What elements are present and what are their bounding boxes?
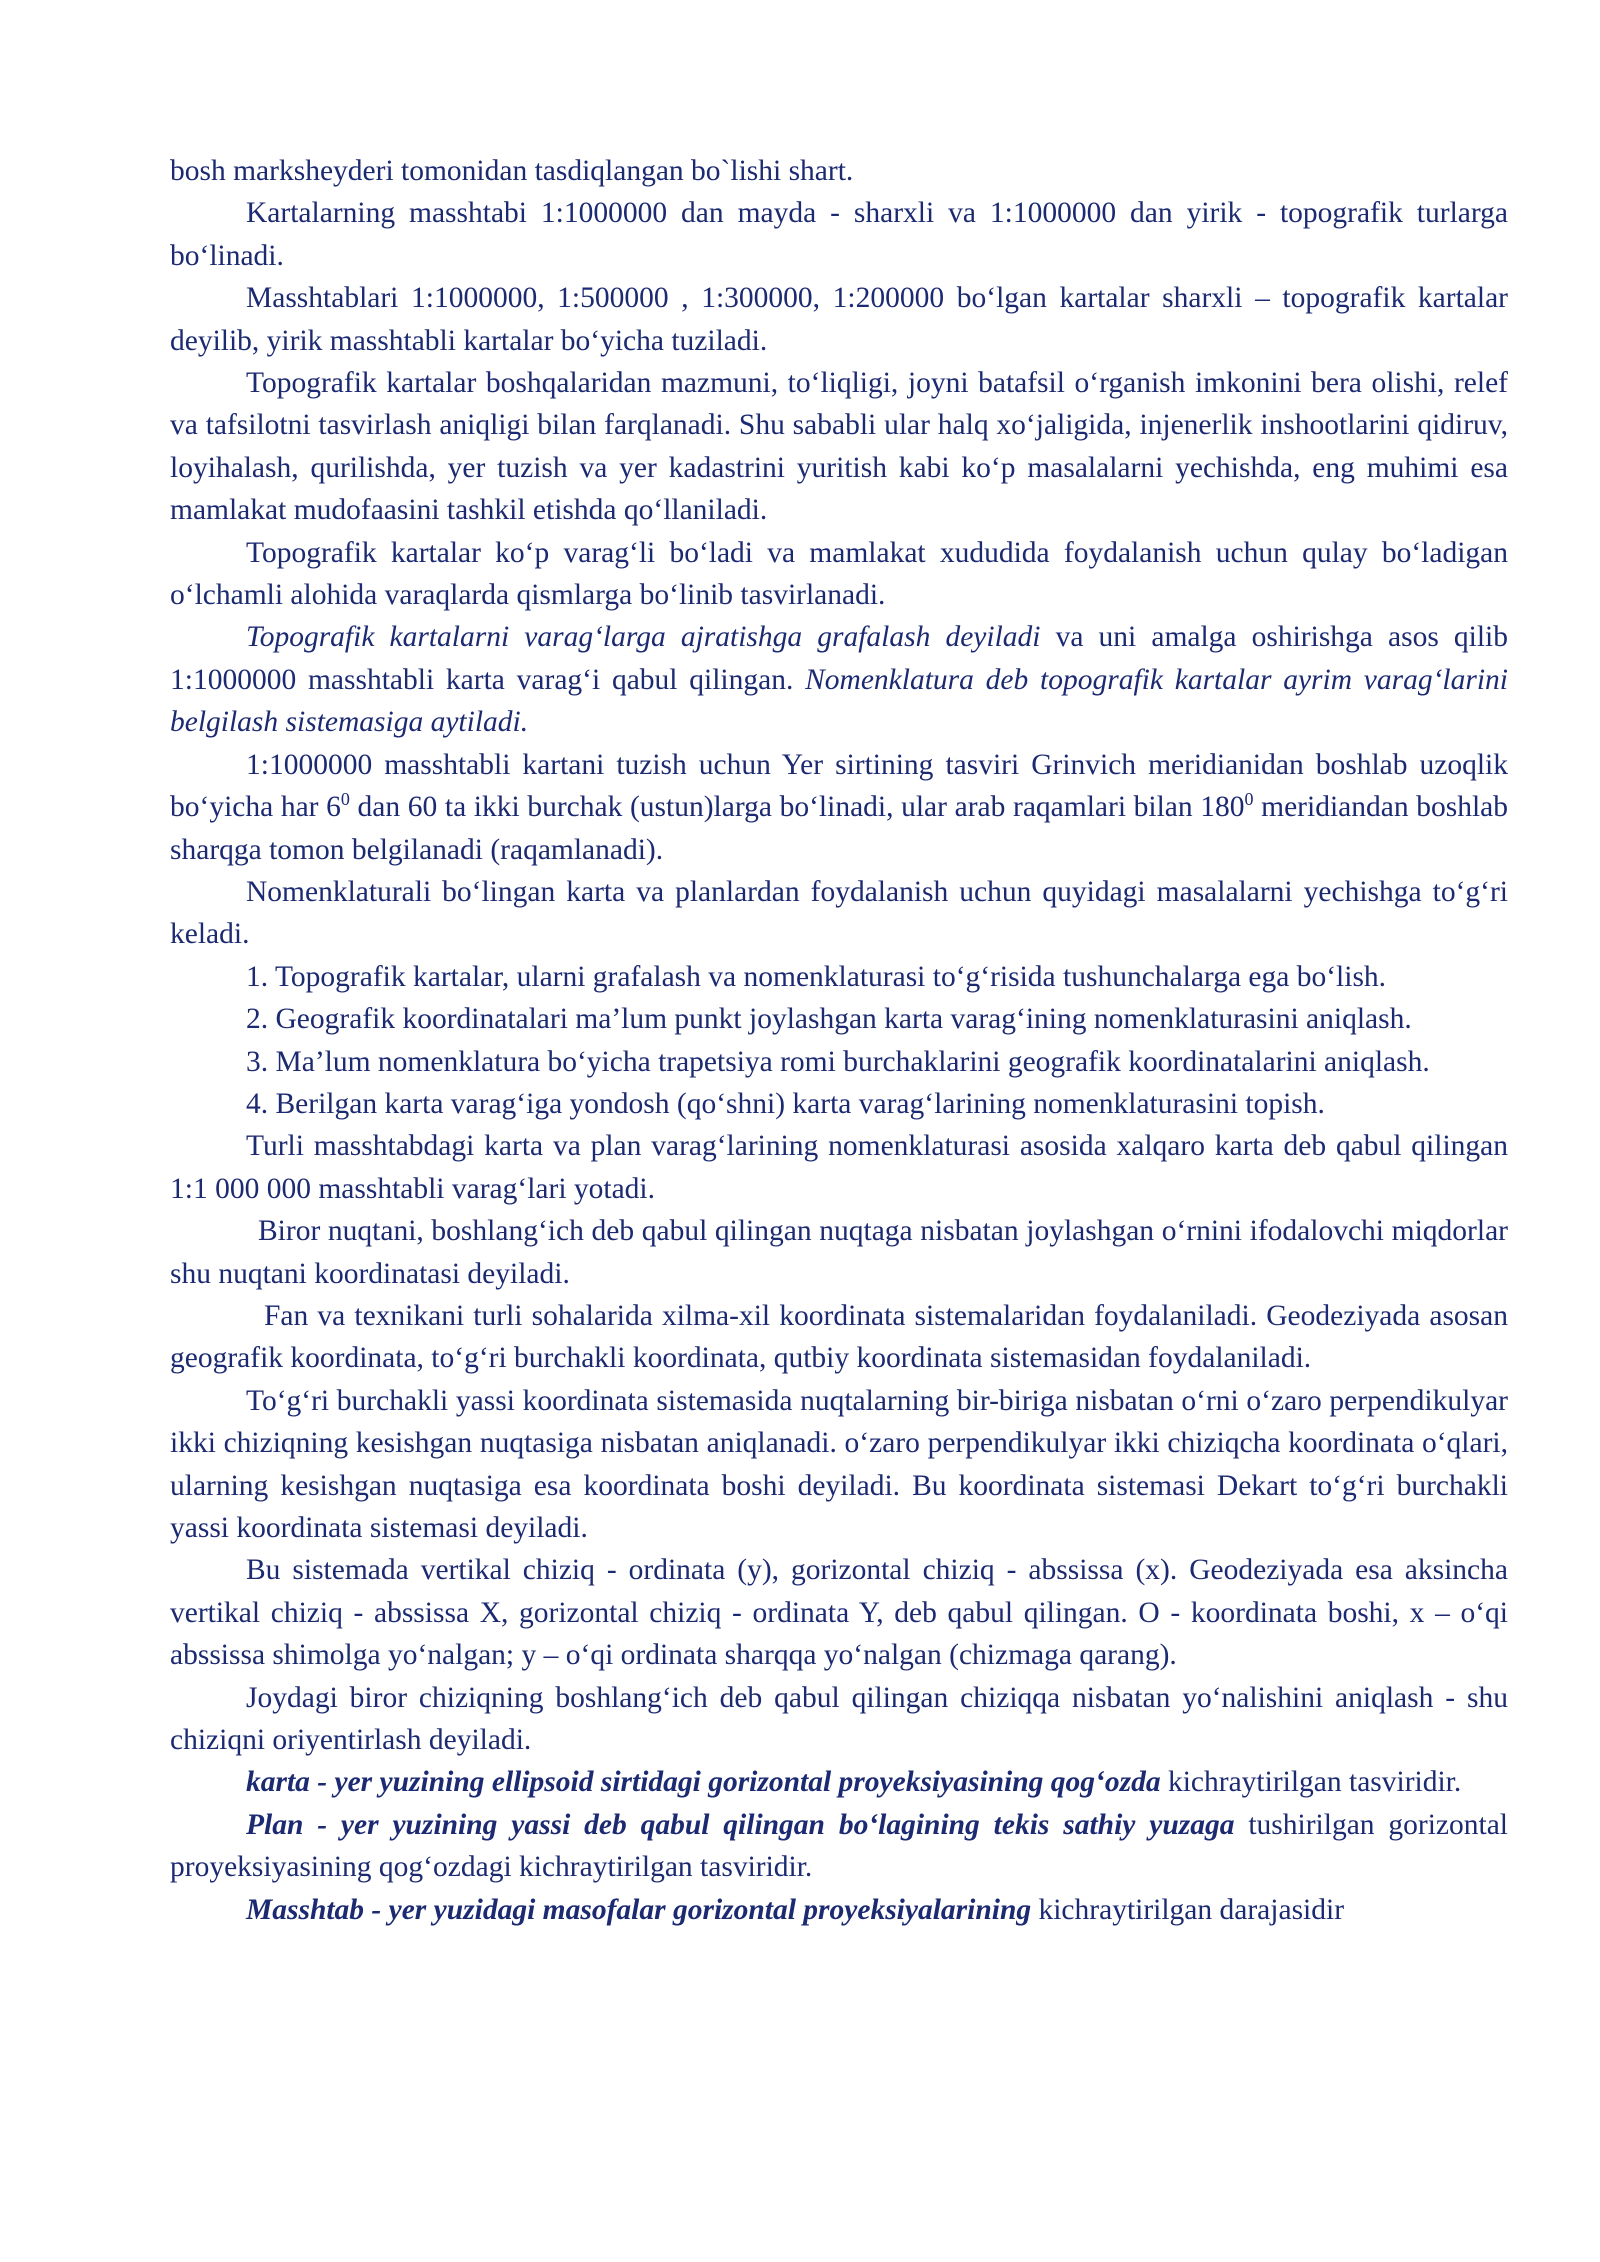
- paragraph-2: Kartalarning masshtabi 1:1000000 dan mayda - sharxli va 1:1000000 dan yirik - topografik turlarga bo‘linadi.: [170, 197, 1508, 272]
- paragraph-15: Fan va texnikani turli sohalarida xilma-xil koordinata sistemalaridan foydalaniladi. Geodeziyada asosan geografik koordinata, to‘g‘ri burchakli koordinata, qutbiy koordinata sistemasidan foydalaniladi.: [170, 1299, 1508, 1375]
- masshtab-definition-rest: kichraytirilgan darajasidir: [1031, 1893, 1345, 1926]
- paragraph-7-text-a: 1:1000000 masshtabli kartani tuzish uchun Yer sirtining tasviri Grinvich meridianidan boshlab uzoqlik bo‘yicha har 6: [170, 748, 1508, 824]
- paragraph-7-text-c: meridiandan boshlab sharqga tomon belgilanadi (raqamlanadi).: [170, 791, 1508, 866]
- document-page: [170, 150, 1508, 1931]
- degree-superscript: 0: [340, 789, 350, 810]
- paragraph-16: To‘g‘ri burchakli yassi koordinata sistemasida nuqtalarning bir-biriga nisbatan o‘rni o‘zaro perpendikulyar ikki chiziqning kesishgan nuqtasiga nisbatan aniqlanadi. o‘zaro perpendikulyar ikki chiziqcha koordinata o‘qlari, ularning kesishgan nuqtasiga esa koordinata boshi deyiladi. Bu koordinata sistemasi Dekart to‘g‘ri burchakli yassi koordinata sistemasi deyiladi.: [170, 1384, 1508, 1544]
- plan-definition: [170, 1804, 1508, 1889]
- paragraph-7-text-b: dan 60 ta ikki burchak (ustun)larga bo‘linadi, ular arab raqamlari bilan 180: [349, 791, 1245, 824]
- plan-definition-rest: tushirilgan gorizontal proyeksiyasining qog‘ozdagi kichraytirilgan tasviridir.: [170, 1808, 1508, 1884]
- list-item-2: 2. Geografik koordinatalari ma’lum punkt joylashgan karta varag‘ining nomenklaturasini aniqlash.: [246, 1003, 1412, 1036]
- paragraph-4: Topografik kartalar boshqalaridan mazmuni, to‘liqligi, joyni batafsil o‘rganish imkonini bera olishi, relef va tafsilotni tasvirlash aniqligi bilan farqlanadi. Shu sababli ular halq xo‘jaligida, injenerlik inshootlarini qidiruv, loyihalash, qurilishda, yer tuzish va yer kadastrini yuritish kabi ko‘p masalalarni yechishda, eng muhimi esa mamlakat mudofaasini tashkil etishda qo‘llaniladi.: [170, 367, 1508, 527]
- masshtab-definition: [170, 1889, 1508, 1931]
- degree-superscript: 0: [1244, 789, 1254, 810]
- paragraph-1: bosh marksheyderi tomonidan tasdiqlangan bo`lishi shart.: [170, 155, 854, 187]
- paragraph-6-text: va uni amalga oshirishga asos qilib 1:1000000 masshtabli karta varag‘i qabul qilingan.: [170, 621, 1509, 696]
- plan-term: Plan - yer yuzining yassi deb qabul qilingan bo‘lagining tekis sathiy yuzaga: [246, 1808, 1235, 1841]
- paragraph-14: Biror nuqtani, boshlang‘ich deb qabul qilingan nuqtaga nisbatan joylashgan o‘rnini ifodalovchi miqdorlar shu nuqtani koordinatasi deyiladi.: [170, 1215, 1508, 1290]
- paragraph-6: [170, 616, 1508, 743]
- list-item-4: 4. Berilgan karta varag‘iga yondosh (qo‘shni) karta varag‘larining nomenklaturasini topish.: [246, 1087, 1325, 1120]
- karta-definition: [170, 1761, 1508, 1803]
- paragraph-8: Nomenklaturali bo‘lingan karta va planlardan foydalanish uchun quyidagi masalalarni yechishga to‘g‘ri keladi.: [170, 875, 1508, 951]
- masshtab-term: Masshtab - yer yuzidagi masofalar gorizontal proyeksiyalarining: [246, 1893, 1032, 1926]
- grafalash-definition: Topografik kartalarni varag‘larga ajratishga grafalash deyiladi: [246, 621, 1041, 654]
- paragraph-18: Joydagi biror chiziqning boshlang‘ich deb qabul qilingan chiziqqa nisbatan yo‘nalishini aniqlash - shu chiziqni oriyentirlash deyiladi.: [170, 1681, 1508, 1757]
- karta-term: karta - yer yuzining ellipsoid sirtidagi gorizontal proyeksiyasining qog‘ozda: [246, 1766, 1161, 1799]
- karta-definition-rest: kichraytirilgan tasviridir.: [1160, 1766, 1462, 1799]
- nomenklatura-definition: Nomenklatura deb topografik kartalar ayrim varag‘larini belgilash sistemasiga aytiladi.: [170, 663, 1509, 739]
- paragraph-13: Turli masshtabdagi karta va plan varag‘larining nomenklaturasi asosida xalqaro karta deb qabul qilingan 1:1 000 000 masshtabli varag‘lari yotadi.: [170, 1130, 1508, 1205]
- paragraph-17: Bu sistemada vertikal chiziq - ordinata (y), gorizontal chiziq - abssissa (x). Geodeziyada esa aksincha vertikal chiziq - abssissa X, gorizontal chiziq - ordinata Y, deb qabul qilingan. O - koordinata boshi, x – o‘qi abssissa shimolga yo‘nalgan; y – o‘qi ordinata sharqqa yo‘nalgan (chizmaga qarang).: [170, 1554, 1508, 1672]
- paragraph-7: [170, 744, 1508, 871]
- list-item-3: 3. Ma’lum nomenklatura bo‘yicha trapetsiya romi burchaklarini geografik koordinatalarini aniqlash.: [246, 1045, 1430, 1078]
- paragraph-5: Topografik kartalar ko‘p varag‘li bo‘ladi va mamlakat xududida foydalanish uchun qulay bo‘ladigan o‘lchamli alohida varaqlarda qismlarga bo‘linib tasvirlanadi.: [170, 536, 1508, 612]
- list-item-1: 1. Topografik kartalar, ularni grafalash va nomenklaturasi to‘g‘risida tushunchalarga ega bo‘lish.: [246, 960, 1387, 993]
- paragraph-3: Masshtablari 1:1000000, 1:500000 , 1:300000, 1:200000 bo‘lgan kartalar sharxli – topografik kartalar deyilib, yirik masshtabli kartalar bo‘yicha tuziladi.: [170, 282, 1508, 357]
